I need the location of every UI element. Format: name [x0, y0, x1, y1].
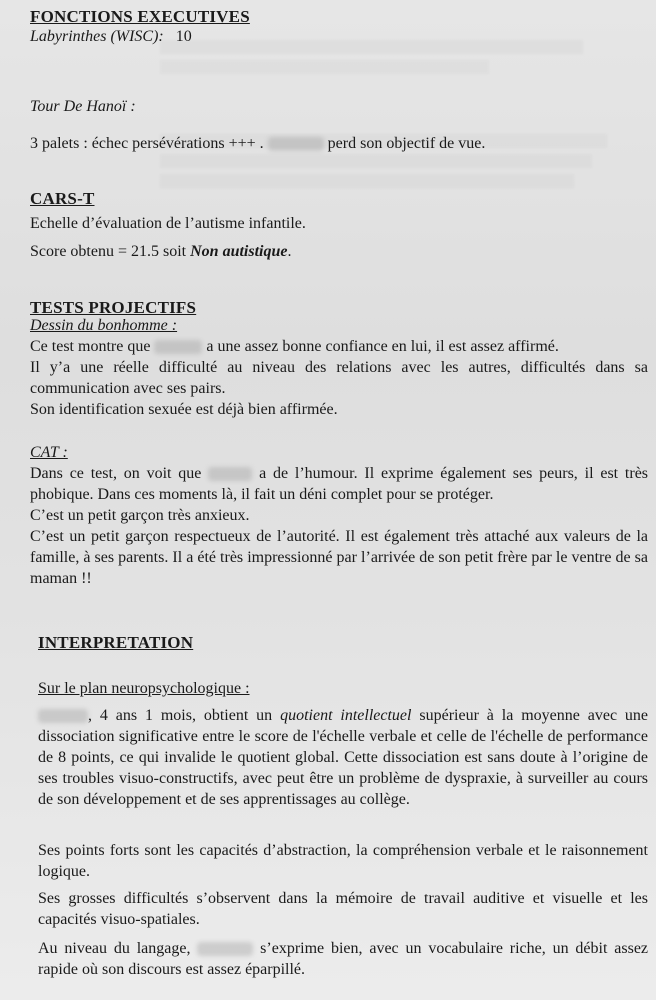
neuro-text: supérieur à la moyenne avec une dissociation significative entre le score de l'échelle verbale et celle de l'échelle de performance de 8 points, ce qui invalide le quotient global. Cette dissociation est sans doute à l’origine de ses troubles visuo-constructifs, avec peut être un problème de dyspraxie, à surveiller au cours de son développement et de ses apprentissages au collège. — [38, 707, 649, 808]
cars-description: Echelle d’évaluation de l’autisme infantile. — [30, 215, 306, 232]
hanoi-result — [30, 133, 648, 154]
neuro-text: Au niveau du langage, — [38, 940, 191, 957]
cars-score-end: . — [287, 243, 292, 260]
cars-score-text: Score obtenu = 21.5 soit — [30, 243, 187, 260]
neuro-text: s’exprime bien, avec un vocabulaire riche, un débit assez rapide où son discours est assez éparpillé. — [38, 940, 649, 978]
section-title: FONCTIONS EXECUTIVES — [30, 7, 250, 26]
redacted-name — [208, 467, 252, 481]
redacted-name — [38, 709, 88, 723]
bonhomme-paragraph-3: Son identification sexuée est déjà bien affirmée. — [30, 401, 338, 418]
hanoi-text: 3 palets : échec persévérations +++ . — [30, 135, 264, 152]
neuro-paragraph-2: Ses points forts sont les capacités d’abstraction, la compréhension verbale et le raisonnement logique. — [38, 842, 648, 880]
bleed-through-texture — [160, 40, 630, 194]
neuro-qi: quotient intellectuel — [280, 707, 412, 724]
bonhomme-text: Ce test montre que — [30, 338, 151, 355]
neuro-paragraph-3: Ses grosses difficultés s’observent dans la mémoire de travail auditive et visuelle et les capacités visuo-spatiales. — [38, 890, 648, 928]
cat-paragraph-3: C’est un petit garçon respectueux de l’autorité. Il est également très attaché aux valeurs de la famille, à ses parents. Il a été très impressionné par l’arrivée de son petit frère par le ventre de sa maman !! — [30, 528, 648, 587]
redacted-name — [268, 137, 324, 151]
redacted-name — [197, 942, 253, 956]
hanoi-text-end: perd son objectif de vue. — [327, 135, 486, 152]
section-interpretation — [38, 632, 648, 653]
hanoi-title: Tour De Hanoï : — [30, 98, 136, 115]
section-fonctions-executives — [30, 6, 648, 47]
bonhomme-text: a une assez bonne confiance en lui, il est assez affirmé. — [206, 338, 559, 355]
cat-title: CAT : — [30, 444, 68, 461]
hanoi-block — [30, 96, 648, 117]
neuro-block — [38, 678, 648, 699]
neuro-title: Sur le plan neuropsychologique : — [38, 680, 250, 697]
cat-text: a de l’humour. Il exprime également ses peurs, il est très phobique. Dans ces moments là, il fait un déni complet pour se protéger. — [30, 465, 649, 503]
cat-block — [30, 442, 648, 589]
redacted-name — [154, 340, 202, 354]
section-title: INTERPRETATION — [38, 633, 194, 652]
neuro-paragraph-4 — [38, 938, 648, 980]
labyrinthes-score: 10 — [175, 28, 192, 45]
section-cars-t — [30, 188, 648, 262]
section-title: TESTS PROJECTIFS — [30, 298, 197, 317]
section-title: CARS-T — [30, 189, 95, 208]
cat-paragraph-2: C’est un petit garçon très anxieux. — [30, 507, 250, 524]
cat-text: Dans ce test, on voit que — [30, 465, 202, 482]
bonhomme-title: Dessin du bonhomme : — [30, 317, 178, 334]
bonhomme-paragraph-2: Il y’a une réelle difficulté au niveau des relations avec les autres, difficultés dans sa communication avec ses pairs. — [30, 359, 648, 397]
cars-score — [30, 241, 648, 262]
neuro-text: , 4 ans 1 mois, obtient un — [88, 707, 273, 724]
section-tests-projectifs — [30, 297, 648, 420]
labyrinthes-label: Labyrinthes (WISC): — [30, 28, 164, 45]
cars-score-result: Non autistique — [190, 243, 288, 260]
neuro-paragraph-1 — [38, 705, 648, 810]
